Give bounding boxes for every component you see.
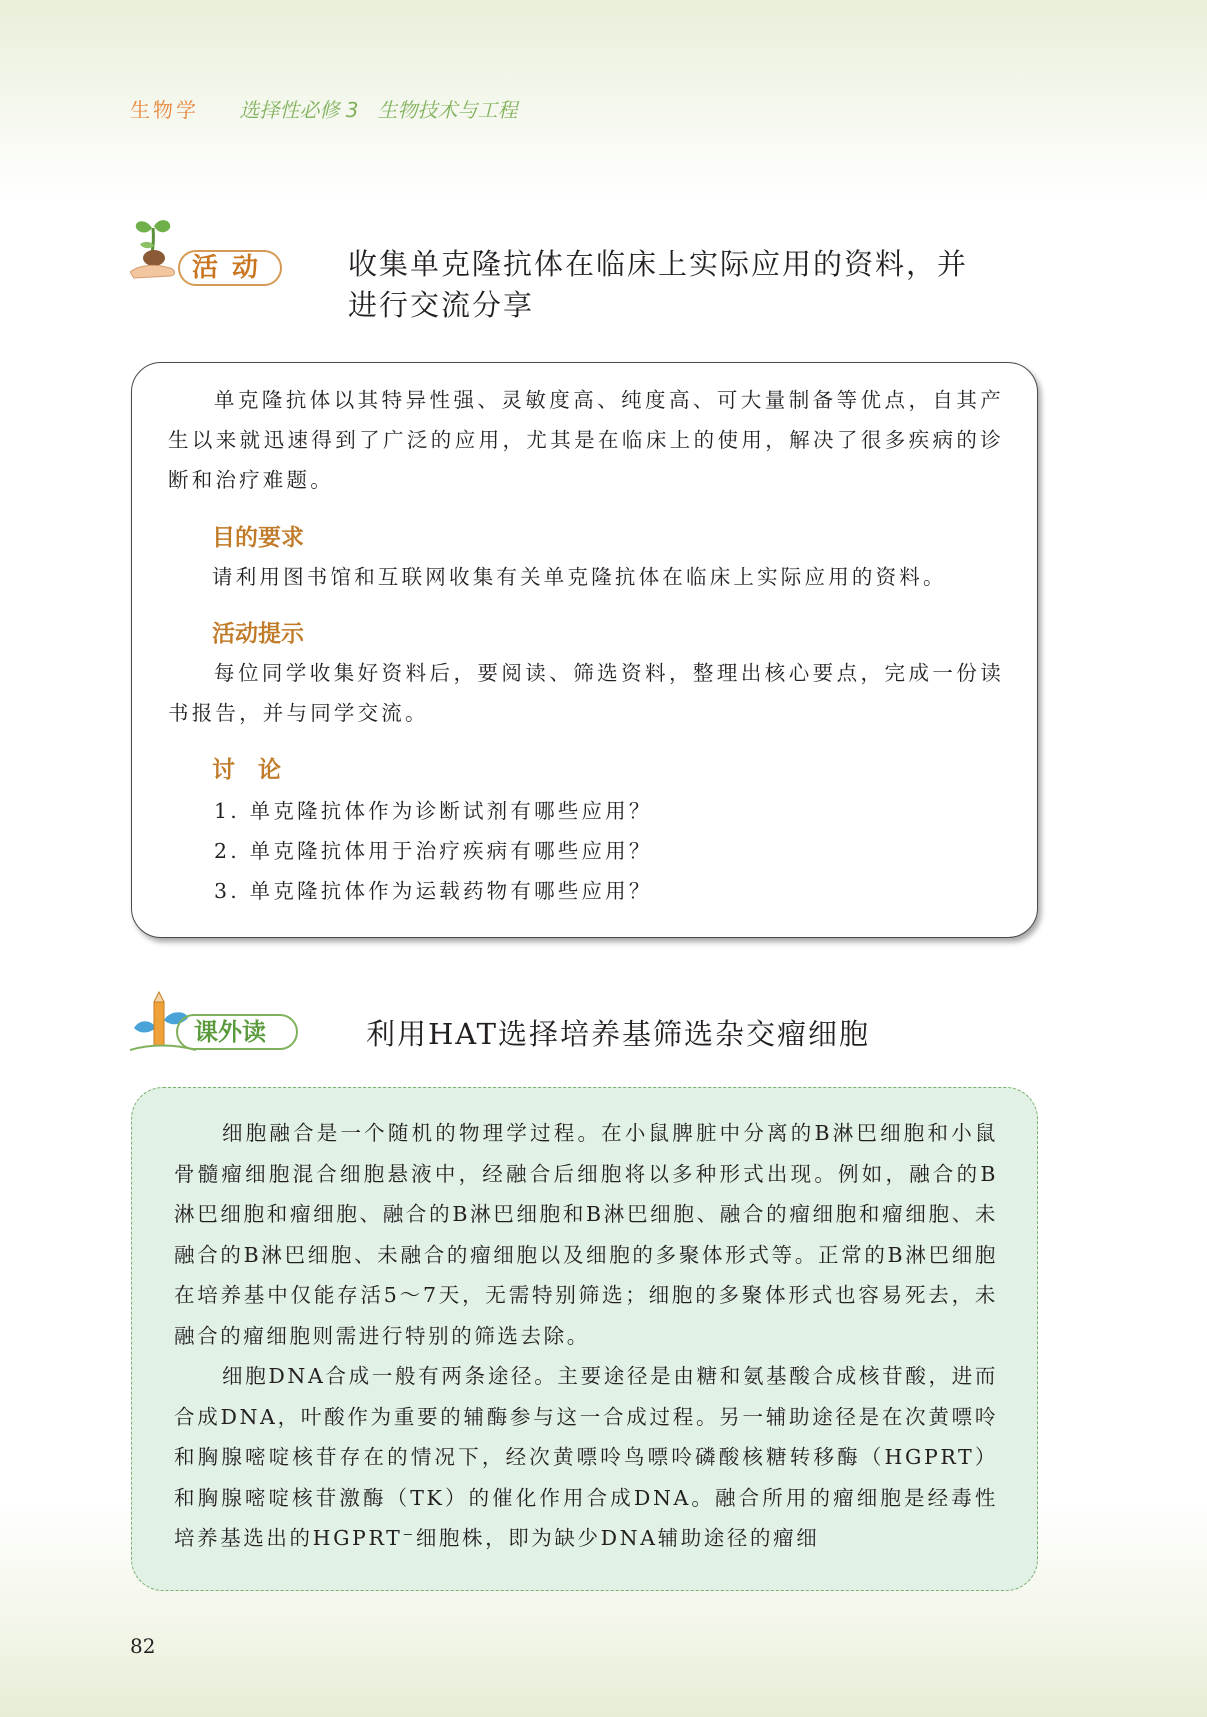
goal-heading: 目的要求 [212, 525, 304, 551]
reading-paragraph-2: 细胞DNA合成一般有两条途径。主要途径是由糖和氨基酸合成核苷酸，进而合成DNA，叶酸作为重要的辅酶参与这一合成过程。另一辅助途径是在次黄嘌呤和胸腺嘧啶核苷存在的情况下，经次黄嘌呤鸟嘌呤磷酸核糖转移酶（HGPRT）和胸腺嘧啶核苷激酶（TK）的催化作用合成DNA。融合所用的瘤细胞是经毒性培养基选出的HGPRT⁻细胞株，即为缺少DNA辅助途径的瘤细 [174, 1364, 998, 1550]
extra-reading-box [131, 1087, 1038, 1591]
extra-reading-title: 利用HAT选择培养基筛选杂交瘤细胞 [366, 1017, 870, 1051]
extra-reading-badge [130, 990, 310, 1054]
discussion-item: 3. 单克隆抗体作为运载药物有哪些应用？ [214, 879, 653, 903]
activity-badge [130, 218, 286, 292]
activity-title-line2: 进行交流分享 [348, 288, 535, 322]
running-header [130, 94, 518, 123]
discussion-item: 1. 单克隆抗体作为诊断试剂有哪些应用？ [214, 799, 653, 823]
activity-badge-label: 活动 [192, 253, 273, 283]
tips-text: 每位同学收集好资料后，要阅读、筛选资料，整理出核心要点，完成一份读书报告，并与同学交流。 [168, 661, 1004, 725]
activity-title [348, 244, 1008, 326]
activity-title-line1: 收集单克隆抗体在临床上实际应用的资料，并 [348, 247, 969, 281]
tips-heading: 活动提示 [212, 621, 304, 647]
discussion-heading: 讨 论 [212, 757, 281, 783]
page-number: 82 [130, 1634, 156, 1658]
subject-label: 生物学 [130, 98, 199, 122]
discussion-item: 2. 单克隆抗体用于治疗疾病有哪些应用？ [214, 839, 653, 863]
activity-box [131, 362, 1038, 938]
goal-text: 请利用图书馆和互联网收集有关单克隆抗体在临床上实际应用的资料。 [212, 565, 947, 589]
extra-reading-badge-label: 课外读 [194, 1018, 266, 1046]
book-label: 选择性必修 3 生物技术与工程 [239, 98, 518, 122]
reading-paragraph-1: 细胞融合是一个随机的物理学过程。在小鼠脾脏中分离的B淋巴细胞和小鼠骨髓瘤细胞混合细胞悬液中，经融合后细胞将以多种形式出现。例如，融合的B淋巴细胞和瘤细胞、融合的B淋巴细胞和B淋巴细胞、融合的瘤细胞和瘤细胞、未融合的B淋巴细胞、未融合的瘤细胞以及细胞的多聚体形式等。正常的B淋巴细胞在培养基中仅能存活5～7天，无需特别筛选；细胞的多聚体形式也容易死去，未融合的瘤细胞则需进行特别的筛选去除。 [174, 1121, 998, 1348]
activity-intro: 单克隆抗体以其特异性强、灵敏度高、纯度高、可大量制备等优点，自其产生以来就迅速得到了广泛的应用，尤其是在临床上的使用，解决了很多疾病的诊断和治疗难题。 [168, 388, 1004, 492]
